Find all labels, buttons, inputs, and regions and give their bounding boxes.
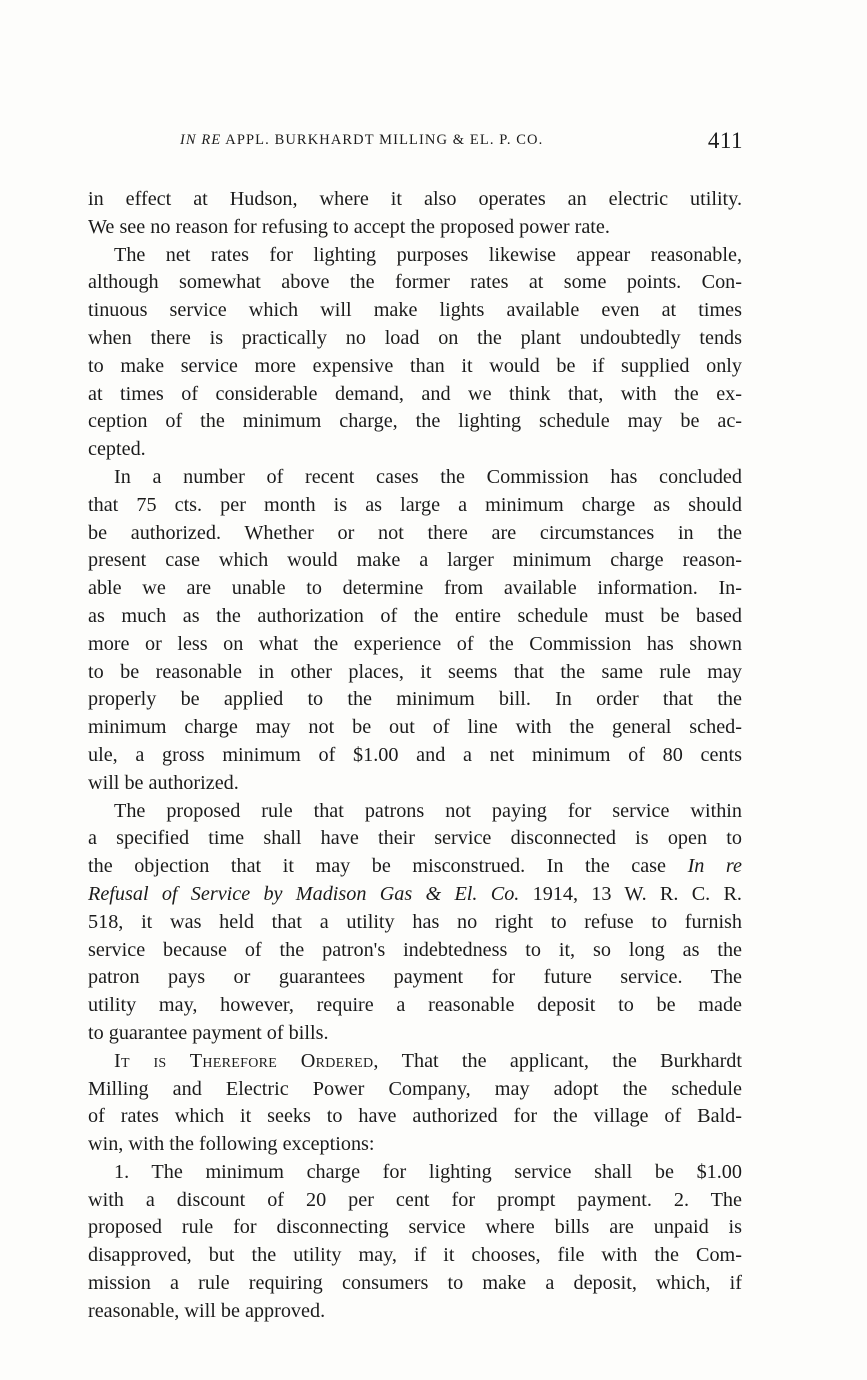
order-small-caps: It is Therefore Ordered,: [114, 1049, 379, 1072]
text-segment: the objection that it may be misconstrued. In the case: [88, 855, 688, 878]
text-line: to be reasonable in other places, it seems that the same rule may: [88, 660, 742, 683]
text-segment: That the applicant, the Burkhardt: [378, 1049, 742, 1072]
running-title-text: APPL. BURKHARDT MILLING & EL. P. CO.: [221, 132, 544, 148]
text-line: ule, a gross minimum of $1.00 and a net minimum of 80 cents: [88, 743, 742, 766]
text-line: The net rates for lighting purposes likewise appear reasonable,: [114, 243, 742, 266]
text-line: mission a rule requiring consumers to make a deposit, which, if: [88, 1272, 742, 1295]
text-line: 518, it was held that a utility has no right to refuse to furnish: [88, 910, 742, 933]
running-header: [88, 128, 743, 162]
text-line: in effect at Hudson, where it also operates an electric utility.: [88, 188, 742, 210]
paragraph: [88, 1159, 742, 1326]
paragraph: [88, 464, 742, 798]
running-title-italic: IN RE: [180, 132, 222, 148]
running-title: [180, 132, 543, 149]
text-line: minimum charge may not be out of line with the general sched-: [88, 716, 742, 739]
text-line: The proposed rule that patrons not paying for service within: [114, 799, 742, 822]
text-line: to make service more expensive than it would be if supplied only: [88, 354, 742, 377]
body-text: [88, 186, 742, 1326]
case-name-italic: In re: [687, 855, 743, 878]
text-line: [88, 853, 742, 881]
text-segment: 1914, 13 W. R. C. R.: [519, 882, 742, 905]
text-line: [88, 1048, 742, 1076]
paragraph: [88, 1048, 742, 1159]
text-line: when there is practically no load on the plant undoubtedly tends: [88, 326, 742, 349]
text-line: will be authorized.: [88, 771, 239, 794]
text-line: reasonable, will be approved.: [88, 1299, 326, 1322]
text-line: tinuous service which will make lights available even at times: [88, 299, 742, 322]
text-line: more or less on what the experience of the Commission has shown: [88, 632, 742, 655]
text-line: of rates which it seeks to have authorized for the village of Bald-: [88, 1105, 742, 1128]
paragraph: [88, 186, 742, 242]
text-line: although somewhat above the former rates at some points. Con-: [88, 271, 742, 294]
text-line: present case which would make a larger minimum charge reason-: [88, 549, 742, 572]
text-line: utility may, however, require a reasonable deposit to be made: [88, 994, 742, 1017]
text-line: as much as the authorization of the entire schedule must be based: [88, 604, 742, 627]
text-line: a specified time shall have their service disconnected is open to: [88, 827, 742, 850]
page-number: 411: [707, 128, 743, 153]
paragraph: [88, 242, 742, 464]
text-line: able we are unable to determine from available information. In-: [88, 577, 742, 600]
case-name-italic: Refusal of Service by Madison Gas & El. Co.: [88, 882, 520, 905]
text-line: with a discount of 20 per cent for prompt payment. 2. The: [88, 1188, 742, 1211]
text-line: that 75 cts. per month is as large a minimum charge as should: [88, 493, 742, 516]
text-line: disapproved, but the utility may, if it chooses, file with the Com-: [88, 1244, 742, 1267]
text-line: In a number of recent cases the Commission has concluded: [114, 465, 742, 488]
text-line: patron pays or guarantees payment for future service. The: [88, 966, 742, 989]
text-line: ception of the minimum charge, the lighting schedule may be ac-: [88, 410, 742, 433]
text-line: 1. The minimum charge for lighting service shall be $1.00: [114, 1160, 742, 1183]
text-line: [88, 881, 742, 909]
text-line: at times of considerable demand, and we think that, with the ex-: [88, 382, 742, 405]
text-line: service because of the patron's indebtedness to it, so long as the: [88, 938, 742, 961]
text-line: win, with the following exceptions:: [88, 1133, 375, 1156]
paragraph: [88, 798, 742, 1048]
text-line: properly be applied to the minimum bill. In order that the: [88, 688, 742, 711]
text-line: proposed rule for disconnecting service where bills are unpaid is: [88, 1216, 742, 1239]
text-line: to guarantee payment of bills.: [88, 1021, 329, 1044]
text-line: cepted.: [88, 438, 146, 461]
text-line: be authorized. Whether or not there are circumstances in the: [88, 521, 742, 544]
text-line: We see no reason for refusing to accept the proposed power rate.: [88, 215, 610, 238]
text-line: Milling and Electric Power Company, may adopt the schedule: [88, 1077, 742, 1100]
